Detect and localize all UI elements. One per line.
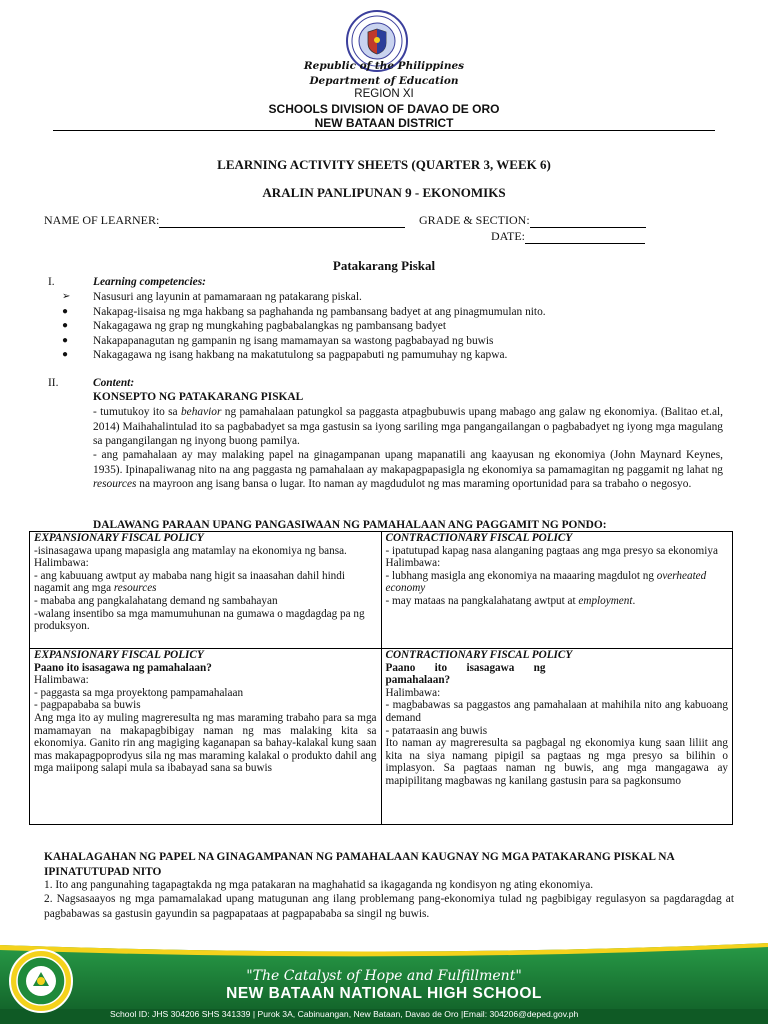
republic-label: Republic of the Philippines bbox=[303, 60, 465, 72]
competencies-heading: Learning competencies: bbox=[93, 276, 206, 288]
contractionary-cell: CONTRACTIONARY FISCAL POLICY - ipatutupad kapag nasa alanganing pagtaas ang mga presyo sa ekonomiya Halimbawa: - lubhang masigla ang ekonomiya na maaaring magdulot ng overheated economy - may mataas na pangkalahatang awtput at employment. bbox=[381, 532, 733, 649]
contractionary-implementation-cell: CONTRACTIONARY FISCAL POLICY Paano ito isasagawa ng pamahalaan? Halimbawa: - magbabawas sa paggastos ang pamahalaan at mahihila nito ang kabuoang demand - pataтаasin ang buwis Ito naman ay magreresulta sa pagbagal ng ekonomiya kung saan liliit ang kita na siya namang pipigil sa pagtaas ng mga presyo sa bilihin o implasyon. Sa pagtaas naman ng buwis, ang mga mangagawa ay mapipilitang magbawas ng kanilang gastusin para sa pagkonsumo bbox=[381, 649, 733, 825]
name-label: NAME OF LEARNER: bbox=[44, 213, 160, 227]
header-divider bbox=[53, 130, 715, 131]
school-name: NEW BATAAN NATIONAL HIGH SCHOOL bbox=[226, 985, 542, 1002]
competencies-numeral: I. bbox=[48, 276, 55, 288]
sheet-title: LEARNING ACTIVITY SHEETS (QUARTER 3, WEEK 6) bbox=[217, 157, 551, 172]
grade-blank[interactable] bbox=[530, 216, 646, 228]
grade-field bbox=[419, 213, 646, 228]
expansionary-implementation-cell: EXPANSIONARY FISCAL POLICY Paano ito isasagawa ng pamahalaan? Halimbawa: - paggasta sa mga proyektong pampamahalaan - pagpapababa sa buwis Ang mga ito ay muling magreresulta ng mas maraming trabaho para sa mga mamamayan na makapagbibigay naman ng mas malaking kita sa ekonomiya. Ganito rin ang magiging kaganapan sa bahay-kalakal kung saan mas makapagpoprodyus sila ng mas maraming kalakal o produkto dahil ang mga maiipong salapi mula sa ibabayad sana sa buwis bbox=[30, 649, 382, 825]
importance-heading: KAHALAGAHAN NG PAPEL NA GINAGAMPANAN NG PAMAHALAAN KAUGNAY NG MGA PATAKARANG PISKAL NA IPINATUTUPAD NITO bbox=[44, 851, 675, 878]
school-info: School ID: JHS 304206 SHS 341339 | Purok 3A, Cabinuangan, New Bataan, Davao de Oro |Email: 304206@deped.gov.ph bbox=[110, 1009, 579, 1019]
competency-item: ● Nakagagawa ng isang hakbang na makatutulong sa pagpapabuti ng pamumuhay ng kapwa. bbox=[62, 349, 508, 362]
competency-item: ● Nakagagawa ng grap ng mungkahing pagbabalangkas ng pambansang badyet bbox=[62, 320, 446, 333]
content-numeral: II. bbox=[48, 377, 59, 389]
date-field bbox=[491, 229, 645, 244]
dot-bullet-icon: ● bbox=[62, 320, 69, 332]
school-motto: "The Catalyst of Hope and Fulfillment" bbox=[246, 968, 522, 984]
content-heading: Content: bbox=[93, 377, 135, 389]
content-paragraph-2: - ang pamahalaan ay may malaking papel na ginagampanan upang mapanatili ang kaayusan ng ekonomiya (John Maynard Keynes, 1935). Ipinapaliwanag nito na ang paggasta ng pamahalaan ay makapagpapasigla ng ekonomiya sa pamamagitan ng paggamit ng lahat ng resources na mayroon ang isang bansa o lugar. Ito naman ay magdudulot ng mas maraming oportunidad para sa trabaho o negosyo. bbox=[93, 449, 723, 491]
table-heading: DALAWANG PARAAN UPANG PANGASIWAAN NG PAMAHALAAN ANG PAGGAMIT NG PONDO: bbox=[93, 519, 607, 531]
date-label: DATE: bbox=[491, 229, 525, 243]
grade-label: GRADE & SECTION: bbox=[419, 213, 530, 227]
competency-item: ● Nakapapanagutan ng gampanin ng isang mamamayan sa wastong pagbabayad ng buwis bbox=[62, 334, 494, 347]
division-label: SCHOOLS DIVISION OF DAVAO DE ORO bbox=[268, 102, 500, 116]
region-label: REGION XI bbox=[354, 88, 414, 100]
dot-bullet-icon: ● bbox=[62, 334, 69, 346]
content-subheading: KONSEPTO NG PATAKARANG PISKAL bbox=[93, 391, 304, 403]
competency-item: ● Nakapag-iisaisa ng mga hakbang sa paghahanda ng pambansang badyet at ang pinagmumulan nito. bbox=[62, 305, 546, 318]
dot-bullet-icon: ● bbox=[62, 305, 69, 317]
fiscal-policy-table bbox=[29, 531, 733, 825]
department-label: Department of Education bbox=[309, 75, 459, 87]
expansionary-cell: EXPANSIONARY FISCAL POLICY -isinasagawa upang mapasigla ang matamlay na ekonomiya ng bansa. Halimbawa: - ang kabuuang awtput ay mababa nang higit sa inaasahan dahil hindi nagamit ang mga resources - mababa ang pangkalahatang demand ng sambahayan -walang insentibo sa mga mamumuhunan na gumawa o magdagdag pa ng produksyon. bbox=[30, 532, 382, 649]
date-blank[interactable] bbox=[525, 232, 645, 244]
subject-title: ARALIN PANLIPUNAN 9 - EKONOMIKS bbox=[262, 185, 506, 200]
arrow-bullet-icon: ➢ bbox=[62, 291, 71, 302]
name-blank[interactable] bbox=[159, 216, 405, 228]
dot-bullet-icon: ● bbox=[62, 349, 69, 361]
importance-item-1: 1. Ito ang pangunahing tagapagtakda ng mga patakaran na maghahatid sa ikagaganda ng kondisyon ng ating ekonomiya. bbox=[44, 879, 594, 891]
competencies-list bbox=[48, 290, 748, 363]
competency-item: ➢ Nasusuri ang layunin at pamamaraan ng patakarang piskal. bbox=[62, 291, 362, 303]
topic-title: Patakarang Piskal bbox=[332, 258, 436, 273]
importance-item-2: 2. Nagsasaayos ng mga pamamalakad upang matugunan ang ilang problemang pang-ekonomiya tulad ng pagbibigay regulasyon sa pagdaragdag at pagbabawas sa gastusin gayundin sa pagpapataas at pagpapababa sa singil ng buwis. bbox=[44, 893, 734, 920]
district-label: NEW BATAAN DISTRICT bbox=[314, 116, 454, 130]
name-field bbox=[44, 213, 405, 228]
content-paragraph-1: - tumutukoy ito sa behavior ng pamahalaan patungkol sa paggasta atpagbubuwis upang mabago ang galaw ng ekonomiya. (Balitao et.al, 2014) Maihahalintulad ito sa pagbabadyet sa mga gastusin sa iyong sariling mga pangangailangan o pagbabadyet ng iyong mga magulang sa pangangilangan ng inyong buong pamilya. bbox=[93, 406, 724, 448]
